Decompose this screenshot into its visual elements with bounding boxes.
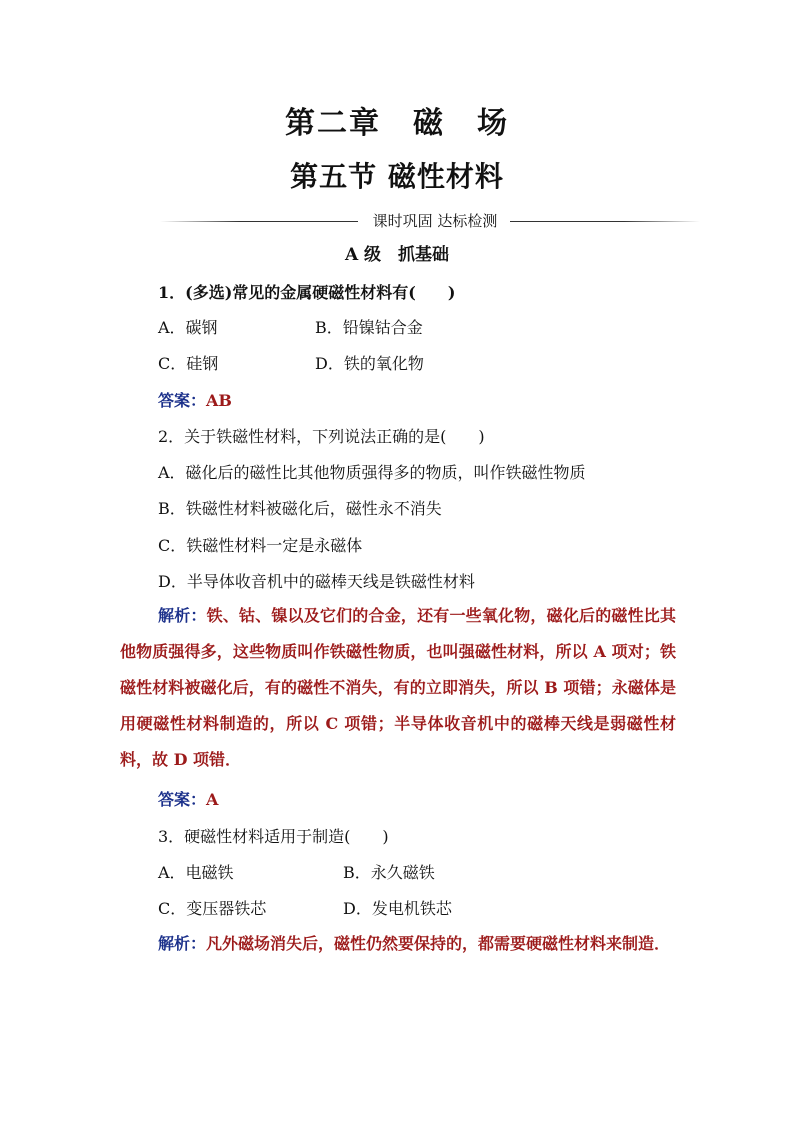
question-3-stem: 3．硬磁性材料适用于制造( )	[158, 827, 389, 846]
q3-analysis	[120, 926, 676, 962]
q2-option-c: C．铁磁性材料一定是永磁体	[158, 536, 363, 555]
q2-option-b: B．铁磁性材料被磁化后，磁性永不消失	[158, 499, 442, 518]
analysis-label: 解析：	[158, 606, 207, 625]
q1-option-c: C．硅钢	[158, 354, 219, 373]
section-divider	[160, 210, 700, 232]
q3-option-d: D．发电机铁芯	[343, 899, 452, 918]
divider-line-left	[160, 221, 358, 222]
q2-analysis	[120, 598, 676, 778]
q2-analysis-text: 铁、钴、镍以及它们的合金，还有一些氧化物，磁化后的磁性比其他物质强得多，这些物质叫作铁磁性物质，也叫强磁性材料，所以 A 项对；铁磁性材料被磁化后，有的磁性不消失，有的立即消失，所以 B 项错；永磁体是用硬磁性材料制造的，所以 C 项错；半导体收音机中的磁棒天线是弱磁性材料，故 D 项错．	[120, 606, 676, 769]
q1-option-d: D．铁的氧化物	[315, 354, 424, 373]
answer-label: 答案：	[158, 391, 207, 410]
q2-option-a: A．磁化后的磁性比其他物质强得多的物质，叫作铁磁性物质	[158, 463, 586, 482]
q3-analysis-text: 凡外磁场消失后，磁性仍然要保持的，都需要硬磁性材料来制造．	[206, 934, 671, 953]
q3-option-a: A．电磁铁	[158, 863, 234, 882]
q3-option-c: C．变压器铁芯	[158, 899, 267, 918]
level-heading: A 级 抓基础	[344, 245, 450, 265]
q1-answer-row	[158, 391, 232, 411]
question-1-stem: 1．(多选)常见的金属硬磁性材料有( )	[158, 283, 456, 302]
chapter-title: 第二章 磁 场	[285, 106, 509, 141]
q1-option-a: A．碳钢	[158, 318, 218, 337]
divider-line-right	[510, 221, 700, 222]
answer-label: 答案：	[158, 790, 207, 809]
question-2-stem: 2．关于铁磁性材料，下列说法正确的是( )	[158, 427, 485, 446]
q2-answer-row	[158, 790, 218, 810]
q2-option-d: D．半导体收音机中的磁棒天线是铁磁性材料	[158, 572, 475, 591]
q1-answer: AB	[206, 391, 232, 410]
analysis-label: 解析：	[158, 934, 207, 953]
q2-answer: A	[206, 790, 219, 809]
section-title: 第五节 磁性材料	[290, 160, 504, 193]
q1-option-b: B．铅镍钴合金	[315, 318, 423, 337]
divider-label: 课时巩固 达标检测	[372, 212, 498, 230]
q3-option-b: B．永久磁铁	[343, 863, 435, 882]
